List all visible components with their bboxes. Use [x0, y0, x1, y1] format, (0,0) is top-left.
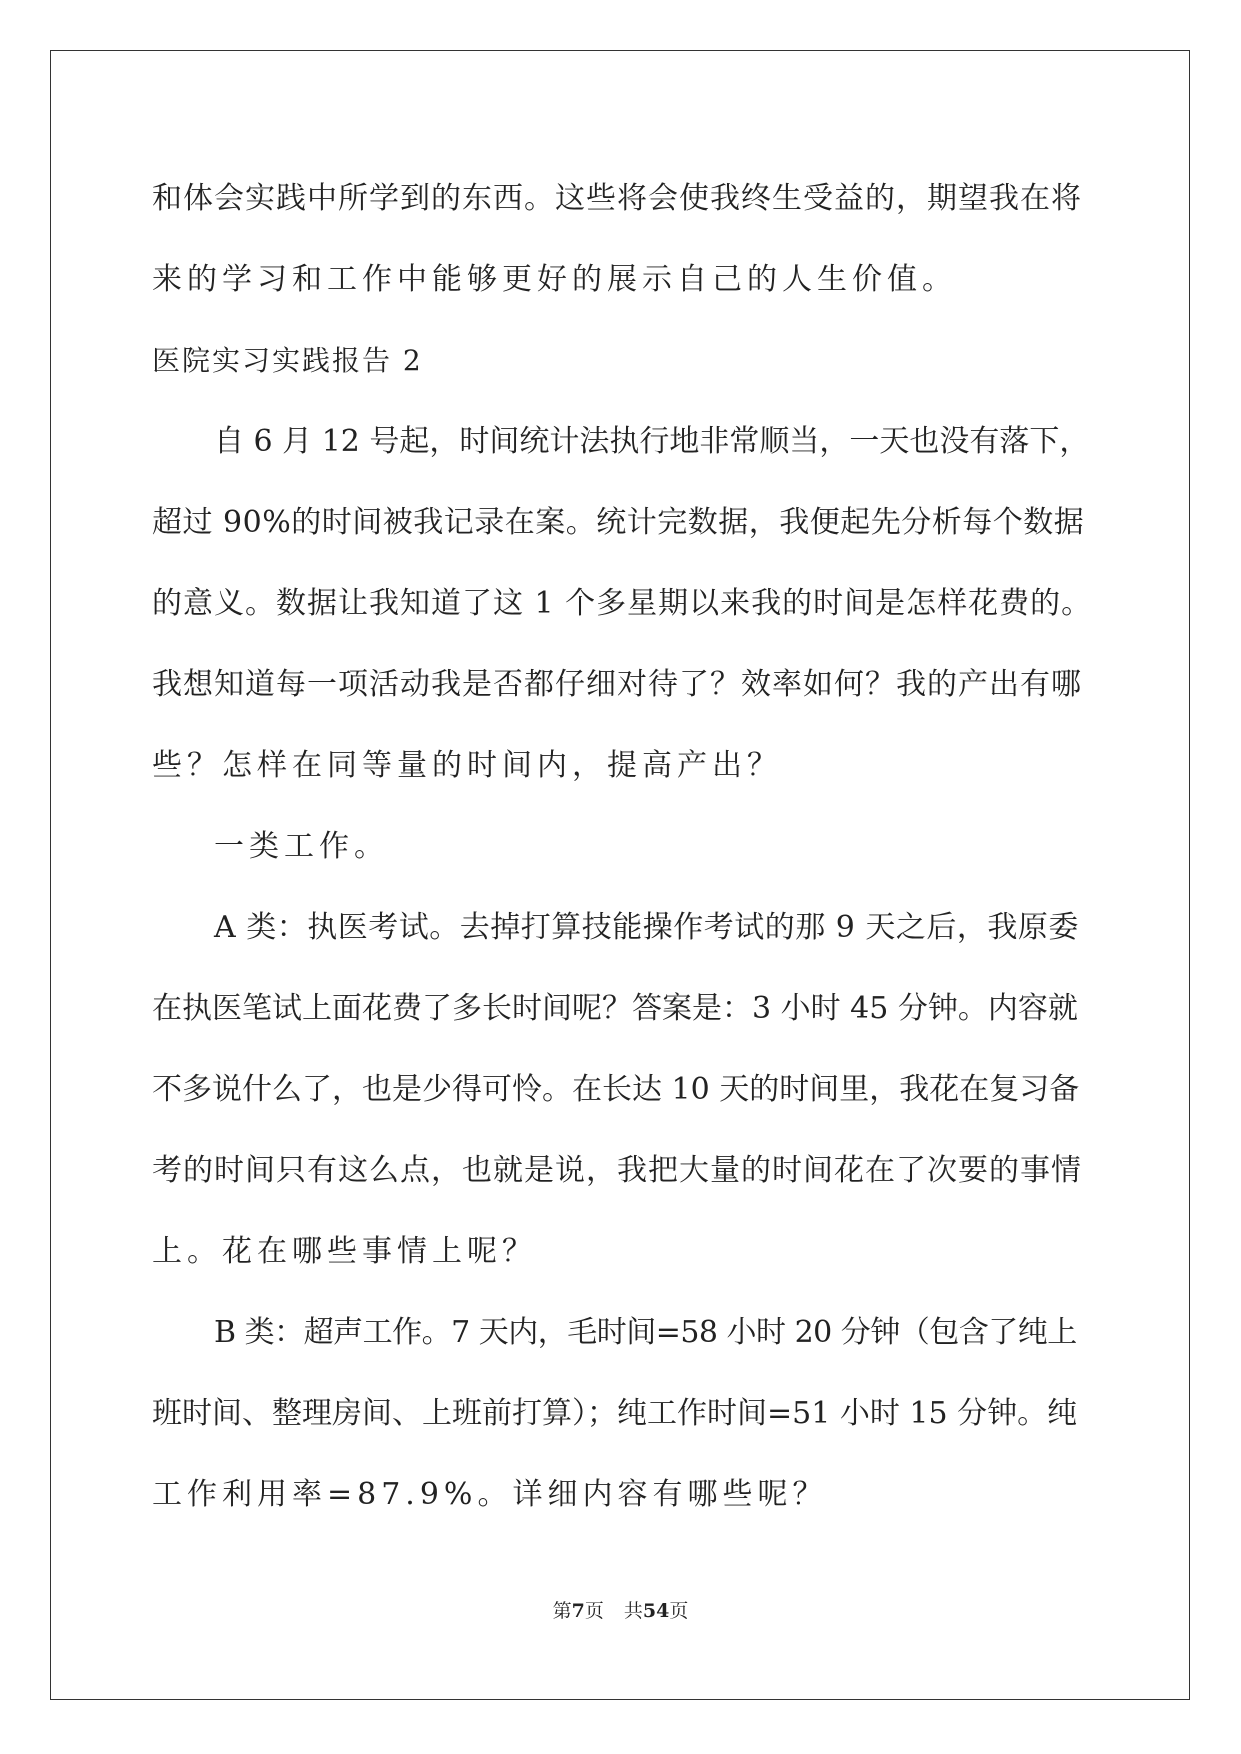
text-line: 不多说什么了，也是少得可怜。在长达 10 天的时间里，我花在复习备: [152, 1072, 1080, 1107]
text-line: B 类：超声工作。7 天内，毛时间=58 小时 20 分钟（包含了纯上: [214, 1315, 1077, 1350]
text-line: 和体会实践中所学到的东西。这些将会使我终生受益的，期望我在将: [152, 181, 1082, 216]
document-body: [152, 158, 1092, 1535]
text-line: 考的时间只有这么点，也就是说，我把大量的时间花在了次要的事情: [152, 1153, 1082, 1188]
total-page-count: 54: [642, 1600, 670, 1622]
total-suffix: 页: [669, 1600, 689, 1622]
section-heading: 医院实习实践报告 2: [152, 344, 423, 377]
text-line: 班时间、整理房间、上班前打算）；纯工作时间=51 小时 15 分钟。纯: [152, 1396, 1078, 1431]
current-page-number: 7: [571, 1600, 585, 1622]
text-line: 上。花在哪些事情上呢？: [152, 1234, 537, 1269]
text-line: A 类：执医考试。去掉打算技能操作考试的那 9 天之后，我原委: [214, 910, 1079, 945]
text-line: 来的学习和工作中能够更好的展示自己的人生价值。: [152, 262, 957, 297]
text-line: 的意义。数据让我知道了这 1 个多星期以来我的时间是怎样花费的。: [152, 586, 1093, 621]
page-prefix: 第: [552, 1600, 572, 1622]
text-line: 超过 90%的时间被我记录在案。统计完数据，我便起先分析每个数据: [152, 505, 1085, 540]
total-prefix: 共: [623, 1600, 643, 1622]
text-line: 我想知道每一项活动我是否都仔细对待了？效率如何？我的产出有哪: [152, 667, 1082, 702]
text-line: 些？怎样在同等量的时间内，提高产出？: [152, 748, 782, 783]
text-line: 工作利用率=87.9%。详细内容有哪些呢？: [152, 1477, 828, 1512]
text-line: 自 6 月 12 号起，时间统计法执行地非常顺当，一天也没有落下，: [214, 424, 1090, 459]
text-line: 在执医笔试上面花费了多长时间呢？答案是：3 小时 45 分钟。内容就: [152, 991, 1078, 1026]
page-suffix: 页: [584, 1600, 604, 1622]
text-line: 一类工作。: [214, 829, 389, 864]
page-footer: [0, 1596, 1241, 1623]
